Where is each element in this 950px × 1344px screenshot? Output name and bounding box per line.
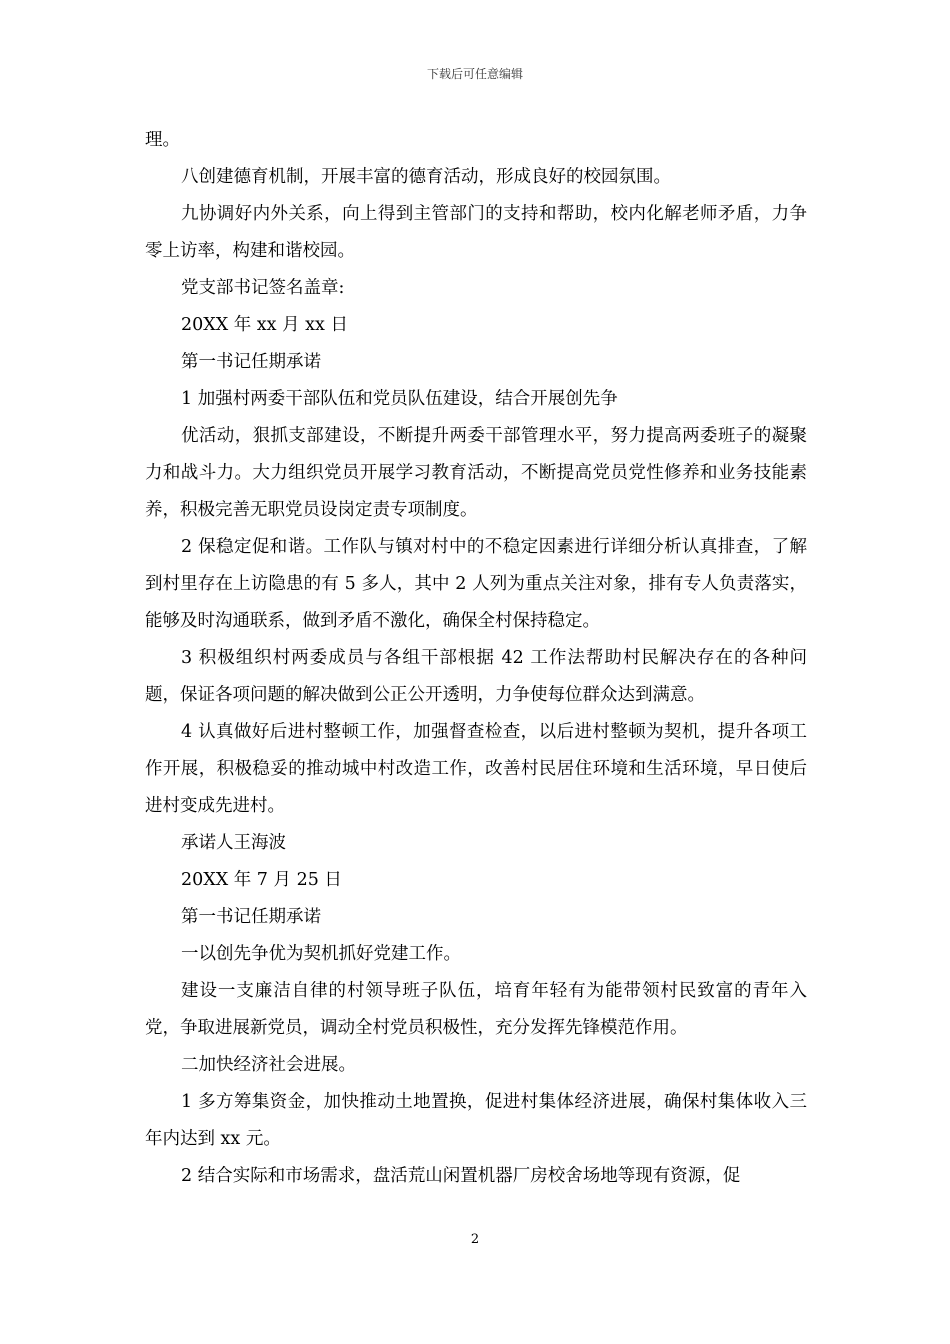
paragraph: 理。 [145, 130, 180, 150]
paragraph: 建设一支廉洁自律的村领导班子队伍，培育年轻有为能带领村民致富的青年入党，争取进展新党员，调动全村党员积极性，充分发挥先锋模范作用。 [145, 981, 807, 1038]
paragraph: 3 积极组织村两委成员与各组干部根据 42 工作法帮助村民解决存在的各种问题，保证各项问题的解决做到公正公开透明，力争使每位群众达到满意。 [145, 648, 807, 705]
paragraph: 4 认真做好后进村整顿工作，加强督查检查，以后进村整顿为契机，提升各项工作开展，积极稳妥的推动城中村改造工作，改善村民居住环境和生活环境，早日使后进村变成先进村。 [145, 722, 807, 816]
signature-line: 党支部书记签名盖章: [181, 278, 345, 298]
paragraph: 优活动，狠抓支部建设，不断提升两委干部管理水平，努力提高两委班子的凝聚力和战斗力。大力组织党员开展学习教育活动，不断提高党员党性修养和业务技能素养，积极完善无职党员设岗定责专项制度。 [145, 426, 807, 520]
date-line: 20XX 年 xx 月 xx 日 [181, 315, 348, 335]
paragraph: 九协调好内外关系，向上得到主管部门的支持和帮助，校内化解老师矛盾，力争零上访率，构建和谐校园。 [145, 204, 807, 261]
paragraph: 1 加强村两委干部队伍和党员队伍建设，结合开展创先争 [181, 389, 618, 409]
section-title: 第一书记任期承诺 [181, 352, 321, 372]
date-line: 20XX 年 7 月 25 日 [181, 870, 342, 890]
paragraph: 1 多方筹集资金，加快推动土地置换，促进村集体经济进展，确保村集体收入三年内达到 xx 元。 [145, 1092, 807, 1149]
signature-line: 承诺人王海波 [181, 833, 286, 853]
paragraph: 一以创先争优为契机抓好党建工作。 [181, 944, 461, 964]
section-title: 第一书记任期承诺 [181, 907, 321, 927]
paragraph: 二加快经济社会进展。 [181, 1055, 356, 1075]
paragraph: 2 保稳定促和谐。工作队与镇对村中的不稳定因素进行详细分析认真排查，了解到村里存在上访隐患的有 5 多人，其中 2 人列为重点关注对象，排有专人负责落实，能够及时沟通联系，做到矛盾不激化，确保全村保持稳定。 [145, 537, 807, 631]
paragraph: 八创建德育机制，开展丰富的德育活动，形成良好的校园氛围。 [181, 167, 671, 187]
page-header: 下载后可任意编辑 [426, 67, 523, 81]
page-number: 2 [470, 1232, 480, 1247]
document-body [145, 122, 807, 1195]
paragraph: 2 结合实际和市场需求，盘活荒山闲置机器厂房校舍场地等现有资源，促 [181, 1166, 741, 1186]
